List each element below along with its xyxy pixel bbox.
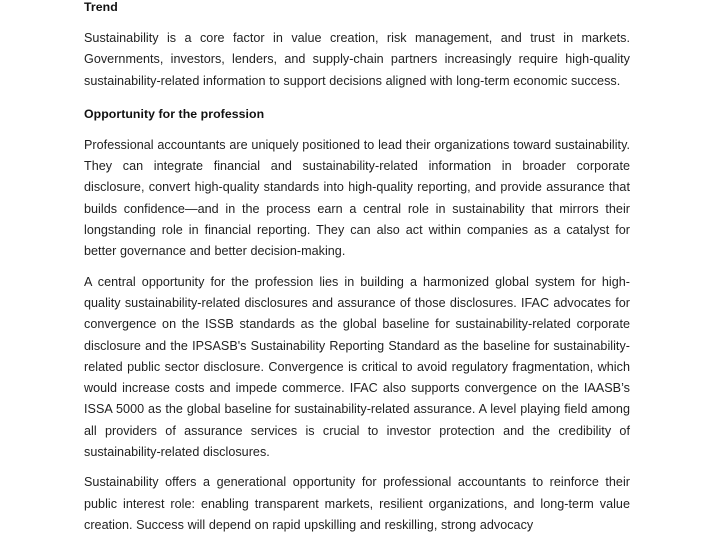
paragraph-opportunity-2: A central opportunity for the profession lies in building a harmonized global system for high-quality sustainability-related disclosures and assurance of those disclosures. IFAC advocates for convergence on the ISSB standards as the global baseline for sustainability-related corporate disclosure and the IPSASB's Sustainability Reporting Standard as the baseline for sustainability-related public sector disclosure. Convergence is critical to avoid regulatory fragmentation, which would increase costs and impede commerce. IFAC also supports convergence on the IAASB’s ISSA 5000 as the global baseline for sustainability-related assurance. A level playing field among all providers of assurance services is crucial to investor protection and the credibility of sustainability-related disclosures.: [84, 274, 630, 460]
section-heading-trend: Trend: [84, 0, 118, 14]
paragraph-opportunity-3: Sustainability offers a generational opportunity for professional accountants to reinforce their public interest role: enabling transparent markets, resilient organizations, and long-term value creation. Success will depend on rapid upskilling and reskilling, strong advocacy: [84, 475, 630, 532]
section-heading-opportunity-for-the-profession: Opportunity for the profession: [84, 106, 265, 121]
paragraph-opportunity-1: Professional accountants are uniquely positioned to lead their organizations toward sustainability. They can integrate financial and sustainability-related information in broader corporate disclosure, convert high-quality standards into high-quality reporting, and provide assurance that builds confidence—and in the process earn a central role in sustainability that mirrors their longstanding role in financial reporting. They can also act within companies as a catalyst for better governance and better decision-making.: [84, 137, 630, 259]
document-content-column: [84, 0, 630, 536]
paragraph-trend-1: Sustainability is a core factor in value creation, risk management, and trust in markets. Governments, investors, lenders, and supply-chain partners increasingly require high-quality sustainability-related information to support decisions aligned with long-term economic success.: [84, 31, 630, 88]
